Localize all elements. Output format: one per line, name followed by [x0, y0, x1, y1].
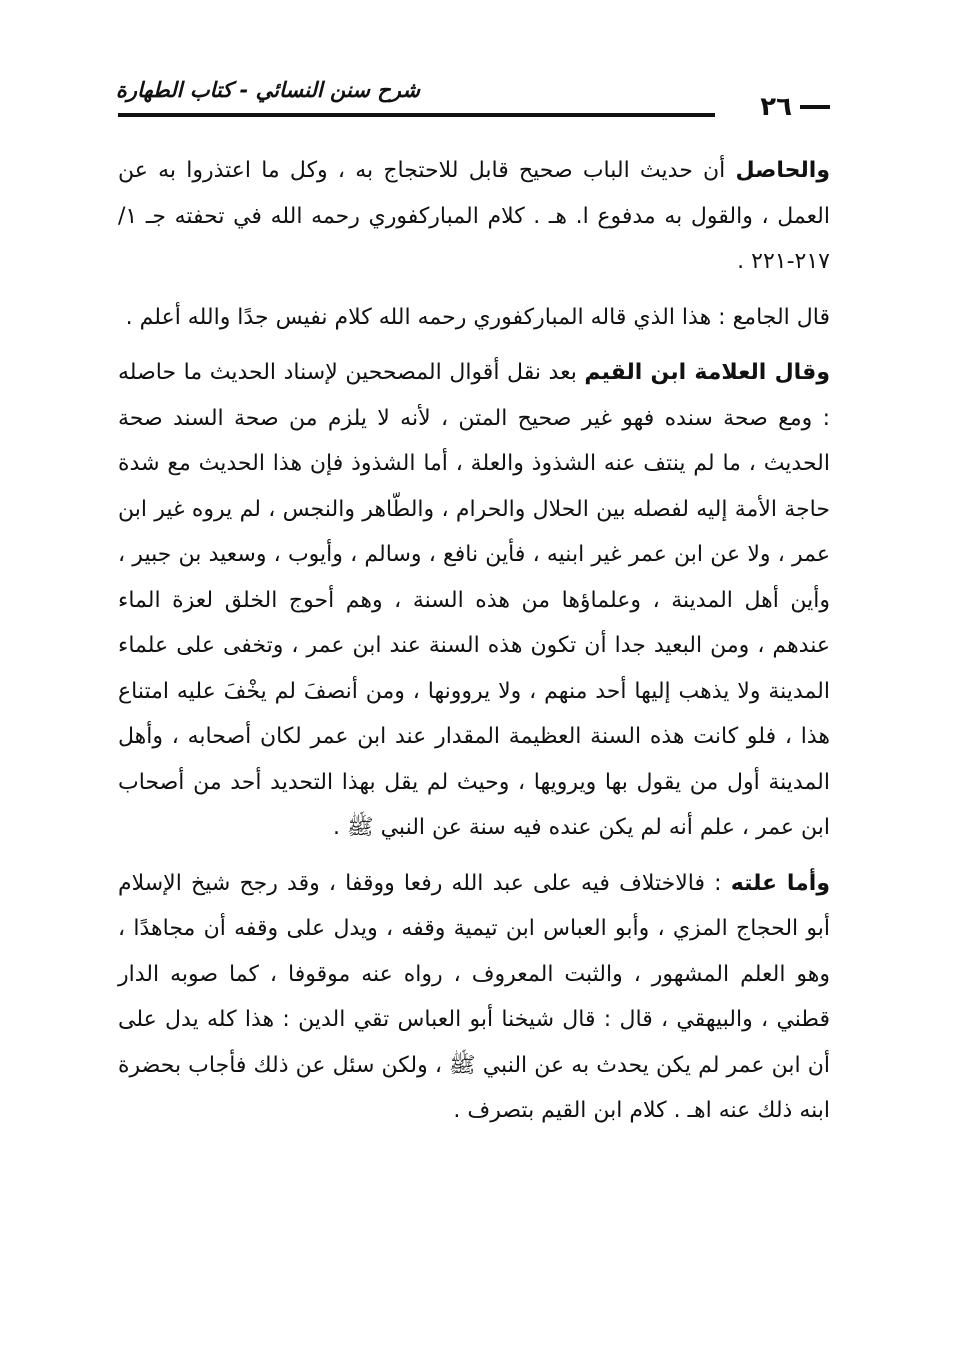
paragraph-text: أن حديث الباب صحيح قابل للاحتجاج به ، وكل ما اعتذروا به عن العمل ، والقول به مدفوع ا. هـ . كلام المباركفوري رحمه الله في تحفته جـ ١/ ٢١٧-٢٢١ . [118, 158, 830, 274]
running-title: شرح سنن النسائي - كتاب الطهارة [115, 78, 420, 102]
page-number: ٢٦ [760, 92, 792, 122]
paragraph-compiler-note [118, 295, 830, 341]
paragraph-text: بعد نقل أقوال المصححين لإسناد الحديث ما حاصله : ومع صحة سنده فهو غير صحيح المتن ، لأنه لا يلزم من صحة السند صحة الحديث ، ما لم ينتف عنه الشذوذ والعلة ، أما الشذوذ فإن هذا الحديث مع شدة حاجة الأمة إليه لفصله بين الحلال والحرام ، والطّاهر والنجس ، لم يروه غير ابن عمر ، ولا عن ابن عمر غير ابنيه ، فأين نافع ، وسالم ، وأيوب ، وسعيد بن جبير ، وأين أهل المدينة ، وعلماؤها من هذه السنة ، وهم أحوج الخلق لعزة الماء عندهم ، ومن البعيد جدا أن تكون هذه السنة عند ابن عمر ، وتخفى على علماء المدينة ولا يذهب إليها أحد منهم ، ولا يروونها ، ومن أنصفَ لم يخْفَ عليه امتناع هذا ، فلو كانت هذه السنة العظيمة المقدار عند ابن عمر لكان أصحابه ، وأهل المدينة أول من يقول بها ويرويها ، وحيث لم يقل بهذا التحديد أحد من أصحاب ابن عمر ، علم أنه لم يكن عنده فيه سنة عن النبي ﷺ . [118, 360, 830, 840]
paragraph-ibn-alqayyim [118, 350, 830, 851]
paragraph-lead: وقال العلامة ابن القيم [584, 360, 830, 385]
page-number-dash [800, 105, 830, 109]
paragraph-text: قال الجامع : هذا الذي قاله المباركفوري رحمه الله كلام نفيس جدًا والله أعلم . [125, 304, 830, 330]
page-header [115, 78, 830, 124]
paragraph-conclusion [118, 148, 830, 285]
paragraph-text: : فالاختلاف فيه على عبد الله رفعا ووقفا ، وقد رجح شيخ الإسلام أبو الحجاج المزي ، وأبو العباس ابن تيمية وقفه ، ويدل على وقفه أن مجاهدًا ، وهو العلم المشهور ، والثبت المعروف ، رواه عنه موقوفا ، كما صوبه الدار قطني ، والبيهقي ، قال : قال شيخنا أبو العباس تقي الدين : هذا كله يدل على أن ابن عمر لم يكن يحدث به عن النبي ﷺ ، ولكن سئل عن ذلك فأجاب بحضرة ابنه ذلك عنه اهـ . كلام ابن القيم بتصرف . [118, 870, 830, 1123]
paragraph-lead: والحاصل [735, 158, 830, 183]
body-text [118, 148, 830, 1144]
header-rule [118, 113, 715, 117]
paragraph-defect [118, 861, 830, 1134]
paragraph-lead: وأما علته [730, 870, 831, 896]
